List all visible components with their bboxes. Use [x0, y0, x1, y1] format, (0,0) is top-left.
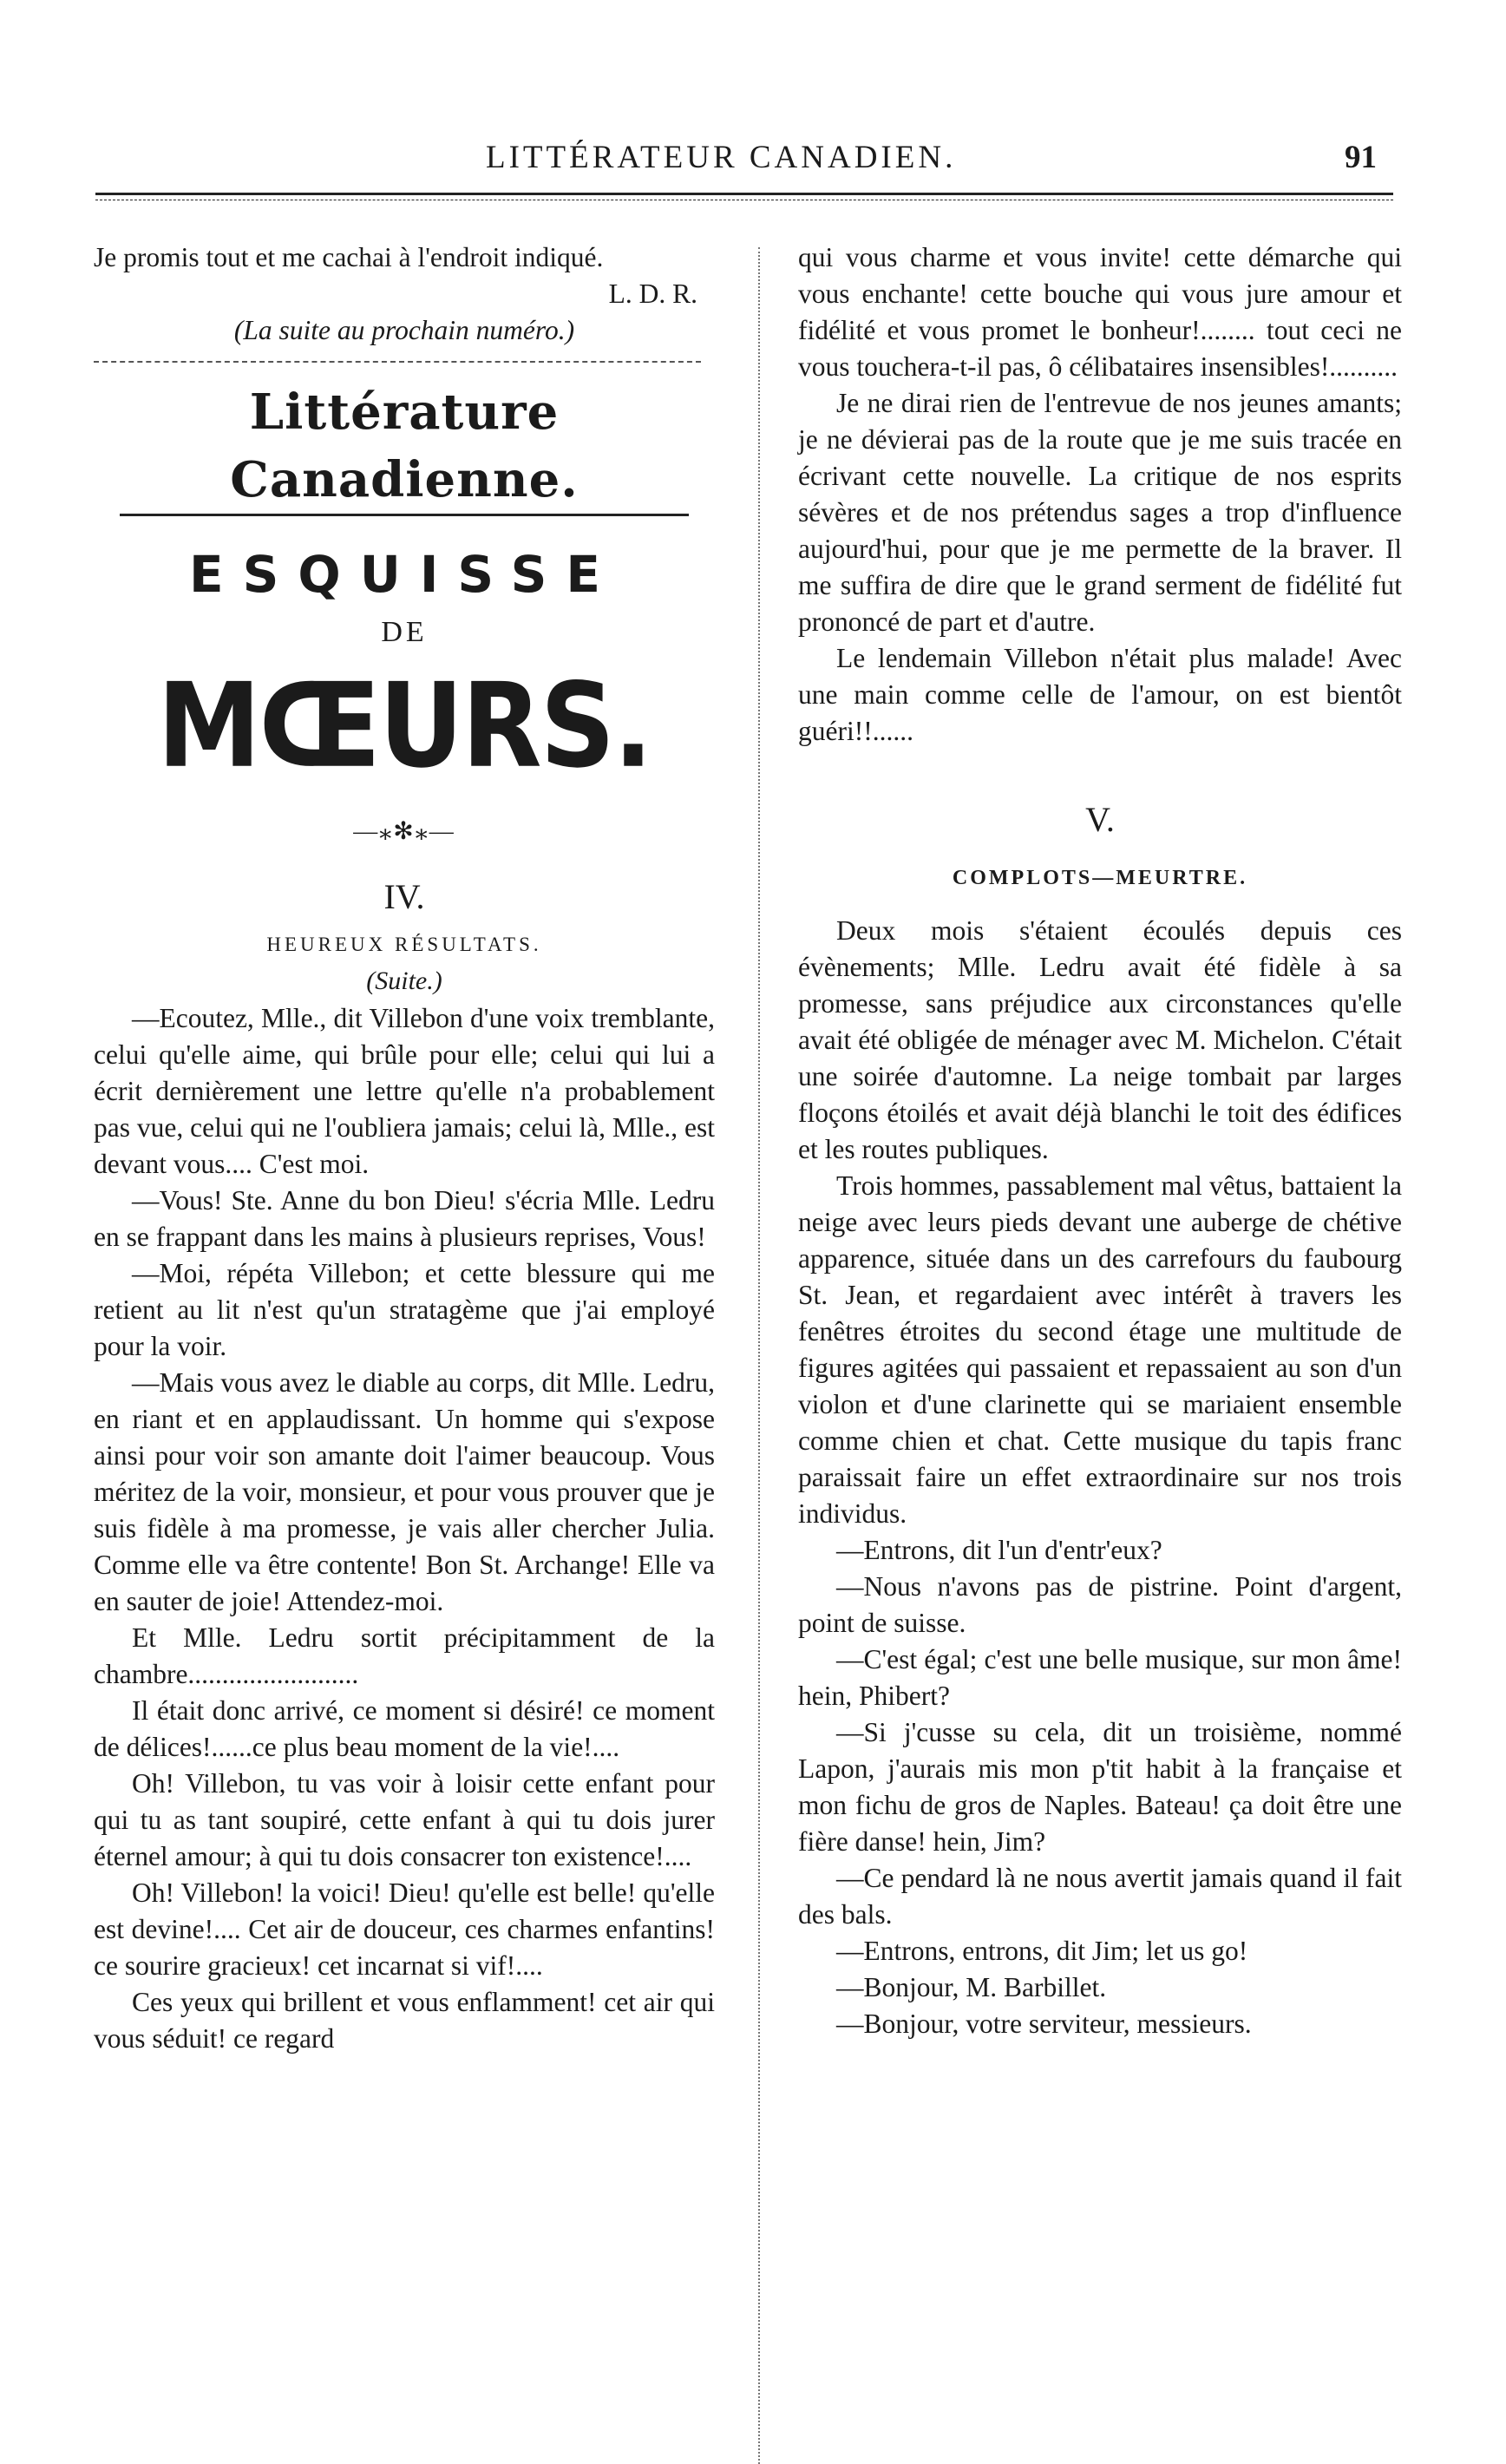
- paragraph: —C'est égal; c'est une belle musique, sur mon âme! hein, Phibert?: [798, 1644, 1402, 1711]
- paragraph: Ces yeux qui brillent et vous enflamment! cet air qui vous séduit! ce regard: [94, 1987, 715, 2054]
- story-title-word2: MŒURS.: [157, 659, 652, 795]
- paragraph: —Nous n'avons pas de pistrine. Point d'argent, point de suisse.: [798, 1571, 1402, 1638]
- left-column: [94, 239, 715, 2057]
- paragraph: Deux mois s'étaient écoulés depuis ces évènements; Mlle. Ledru avait été fidèle à sa promesse, sans préjudice aux circonstances qu'elle avait été obligée de ménager avec M. Michelon. C'était une soirée d'automne. La neige tombait par larges floçons étoilés et avait déjà blanchi le toit des édifices et les routes publiques.: [798, 915, 1402, 1164]
- author-signature: L. D. R.: [608, 279, 697, 309]
- paragraph: Je promis tout et me cachai à l'endroit indiqué.: [94, 242, 604, 272]
- column-divider: [758, 247, 760, 2464]
- story-title-de: DE: [381, 616, 428, 648]
- paragraph: —Si j'cusse su cela, dit un troisième, nommé Lapon, j'aurais mis mon p'tit habit à la française et mon fichu de gros de Naples. Bateau! ça doit être une fière danse! hein, Jim?: [798, 1717, 1402, 1857]
- section-rule: [94, 361, 701, 363]
- right-column: [798, 239, 1402, 2042]
- header-rule: [95, 193, 1393, 195]
- paragraph: Trois hommes, passablement mal vêtus, battaient la neige avec leurs pieds devant une auberge de chétive apparence, située dans un des carrefours du faubourg St. Jean, et regardaient avec intérêt à travers les fenêtres étroites du second étage une multitude de figures agitées qui passaient et repassaient au son d'un violon et d'une clarinette qui se mariaient ensemble comme chien et chat. Cette musique du tapis franc paraissait faire un effet extraordinaire sur nos trois individus.: [798, 1170, 1402, 1529]
- page-header: [0, 139, 1506, 200]
- running-title: LITTÉRATEUR CANADIEN.: [486, 140, 957, 175]
- paragraph: —Bonjour, votre serviteur, messieurs.: [836, 2009, 1252, 2039]
- paragraph: —Entrons, dit l'un d'entr'eux?: [836, 1535, 1162, 1565]
- section-title: Littérature Canadienne.: [120, 378, 689, 516]
- continuation-label: (Suite.): [366, 967, 442, 995]
- paragraph: Oh! Villebon! la voici! Dieu! qu'elle est belle! qu'elle est devine!.... Cet air de douceur, ces charmes enfantins! ce sourire gracieux! cet incarnat si vif!....: [94, 1877, 715, 1981]
- paragraph: —Ce pendard là ne nous avertit jamais quand il fait des bals.: [798, 1863, 1402, 1930]
- chapter-subtitle: COMPLOTS—MEURTRE.: [952, 867, 1248, 889]
- chapter-subtitle: HEUREUX RÉSULTATS.: [266, 934, 542, 955]
- paragraph: Oh! Villebon, tu vas voir à loisir cette enfant pour qui tu as tant soupiré, cette enfant à qui tu dois jurer éternel amour; à qui tu dois consacrer ton existence!....: [94, 1768, 715, 1871]
- chapter-number: IV.: [383, 877, 425, 916]
- paragraph: —Mais vous avez le diable au corps, dit Mlle. Ledru, en riant et en applaudissant. Un homme qui s'expose ainsi pour voir son amante doit l'aimer beaucoup. Vous méritez de la voir, monsieur, et pour vous prouver que je suis fidèle à ma promesse, je vais aller chercher Julia. Comme elle va être contente! Bon St. Archange! Elle va en sauter de joie! Attendez-moi.: [94, 1367, 715, 1616]
- paragraph: —Moi, répéta Villebon; et cette blessure qui me retient au lit n'est qu'un stratagème que j'ai employé pour la voir.: [94, 1258, 715, 1361]
- paragraph: —Ecoutez, Mlle., dit Villebon d'une voix tremblante, celui qu'elle aime, qui brûle pour elle; celui qui lui a écrit dernièrement une lettre qu'elle n'a probablement pas vue, celui qui ne l'oubliera jamais; celui là, Mlle., est devant vous.... C'est moi.: [94, 1003, 715, 1179]
- continuation-note: (La suite au prochain numéro.): [233, 315, 575, 345]
- story-title-word1: ESQUISSE: [189, 545, 619, 604]
- page-number: 91: [1345, 140, 1377, 175]
- paragraph: —Entrons, entrons, dit Jim; let us go!: [836, 1936, 1248, 1966]
- paragraph: Le lendemain Villebon n'était plus malade! Avec une main comme celle de l'amour, on est bientôt guéri!!......: [798, 643, 1402, 746]
- paragraph: —Bonjour, M. Barbillet.: [836, 1972, 1107, 2002]
- paragraph: qui vous charme et vous invite! cette démarche qui vous enchante! cette bouche qui vous jure amour et fidélité et vous promet le bonheur!........ tout ceci ne vous touchera-t-il pas, ô célibataires insensibles!..........: [798, 242, 1402, 382]
- paragraph: —Vous! Ste. Anne du bon Dieu! s'écria Mlle. Ledru en se frappant dans les mains à plusieurs reprises, Vous!: [94, 1185, 715, 1252]
- paragraph: Il était donc arrivé, ce moment si désiré! ce moment de délices!......ce plus beau moment de la vie!....: [94, 1695, 715, 1762]
- paragraph: Je ne dirai rien de l'entrevue de nos jeunes amants; je ne dévierai pas de la route que je me suis tracée en écrivant cette nouvelle. La critique de nos esprits sévères et de nos prétendus sages a trop d'influence aujourd'hui, pour que je me permette de la braver. Il me suffira de dire que le grand serment de fidélité fut prononcé de part et d'autre.: [798, 388, 1402, 637]
- chapter-number: V.: [1085, 800, 1115, 839]
- ornament: —⁎✻⁎—: [353, 818, 455, 845]
- paragraph: Et Mlle. Ledru sortit précipitamment de la chambre.........................: [94, 1622, 715, 1689]
